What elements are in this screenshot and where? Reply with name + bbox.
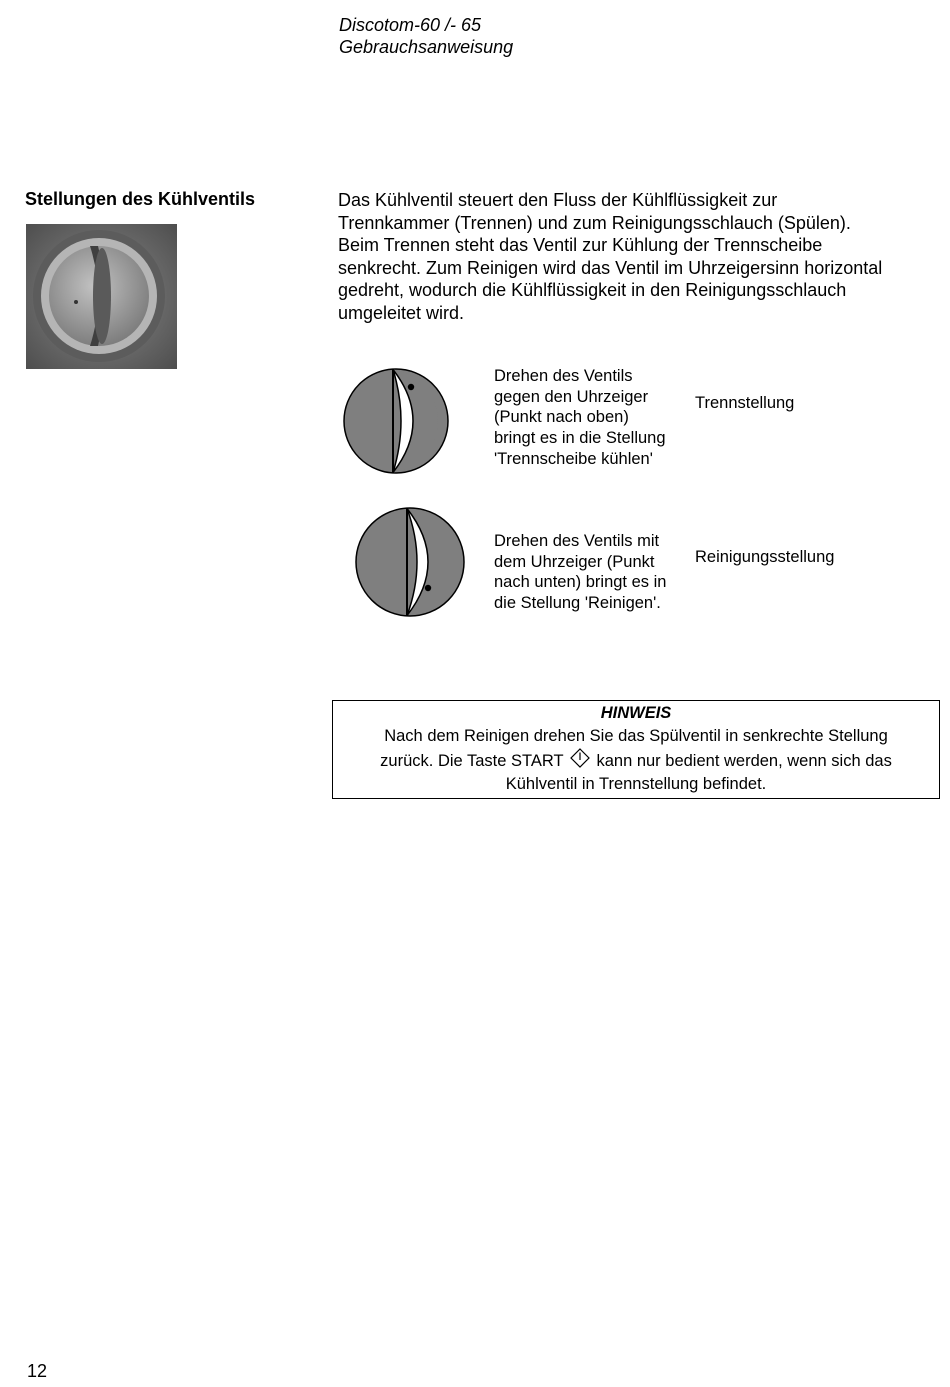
note-line: Nach dem Reinigen drehen Sie das Spülventil in senkrechte Stellung [384,727,888,745]
note-line: Kühlventil in Trennstellung befindet. [505,775,767,793]
description-line: die Stellung 'Reinigen'. [494,594,661,613]
description-line: (Punkt nach oben) [494,408,629,427]
note-line [333,748,939,773]
intro-line: Trennkammer (Trennen) und zum Reinigungsschlauch (Spülen). [338,212,851,233]
section-title: Stellungen des Kühlventils [25,189,256,209]
description-line: Drehen des Ventils mit [494,532,660,550]
description-line: nach unten) bringt es in [494,573,667,592]
start-diamond-icon [570,748,590,768]
intro-text [338,189,938,324]
position-description-2 [494,531,666,614]
valve-dot-up-icon [341,366,451,476]
note-text: kann nur bedient werden, wenn sich das [596,752,892,770]
valve-photo [26,224,177,369]
description-line: dem Uhrzeiger (Punkt [494,552,655,571]
header-subtitle: Gebrauchsanweisung [339,37,514,57]
header-title: Discotom-60 /- 65 [339,15,482,35]
page-number: 12 [27,1361,48,1381]
description-line: gegen den Uhrzeiger [494,387,649,406]
position-label-reinigungsstellung: Reinigungsstellung [695,548,835,566]
valve-dot-down-icon [353,505,467,619]
note-text: zurück. Die Taste START [380,752,564,770]
description-line: 'Trennscheibe kühlen' [494,449,653,468]
intro-line: senkrecht. Zum Reinigen wird das Ventil im Uhrzeigersinn horizontal [338,257,883,278]
position-description-1 [494,366,666,470]
intro-line: Beim Trennen steht das Ventil zur Kühlung der Trennscheibe [338,235,823,255]
intro-line: umgeleitet wird. [338,302,465,323]
position-label-trennstellung: Trennstellung [695,394,795,412]
note-box [332,700,940,799]
description-line: Drehen des Ventils [494,367,633,385]
description-line: bringt es in die Stellung [494,429,666,448]
intro-line: Das Kühlventil steuert den Fluss der Kühlflüssigkeit zur [338,190,778,210]
intro-line: gedreht, wodurch die Kühlflüssigkeit in den Reinigungsschlauch [338,280,847,300]
note-title: HINWEIS [600,704,672,722]
document-header [339,14,513,58]
